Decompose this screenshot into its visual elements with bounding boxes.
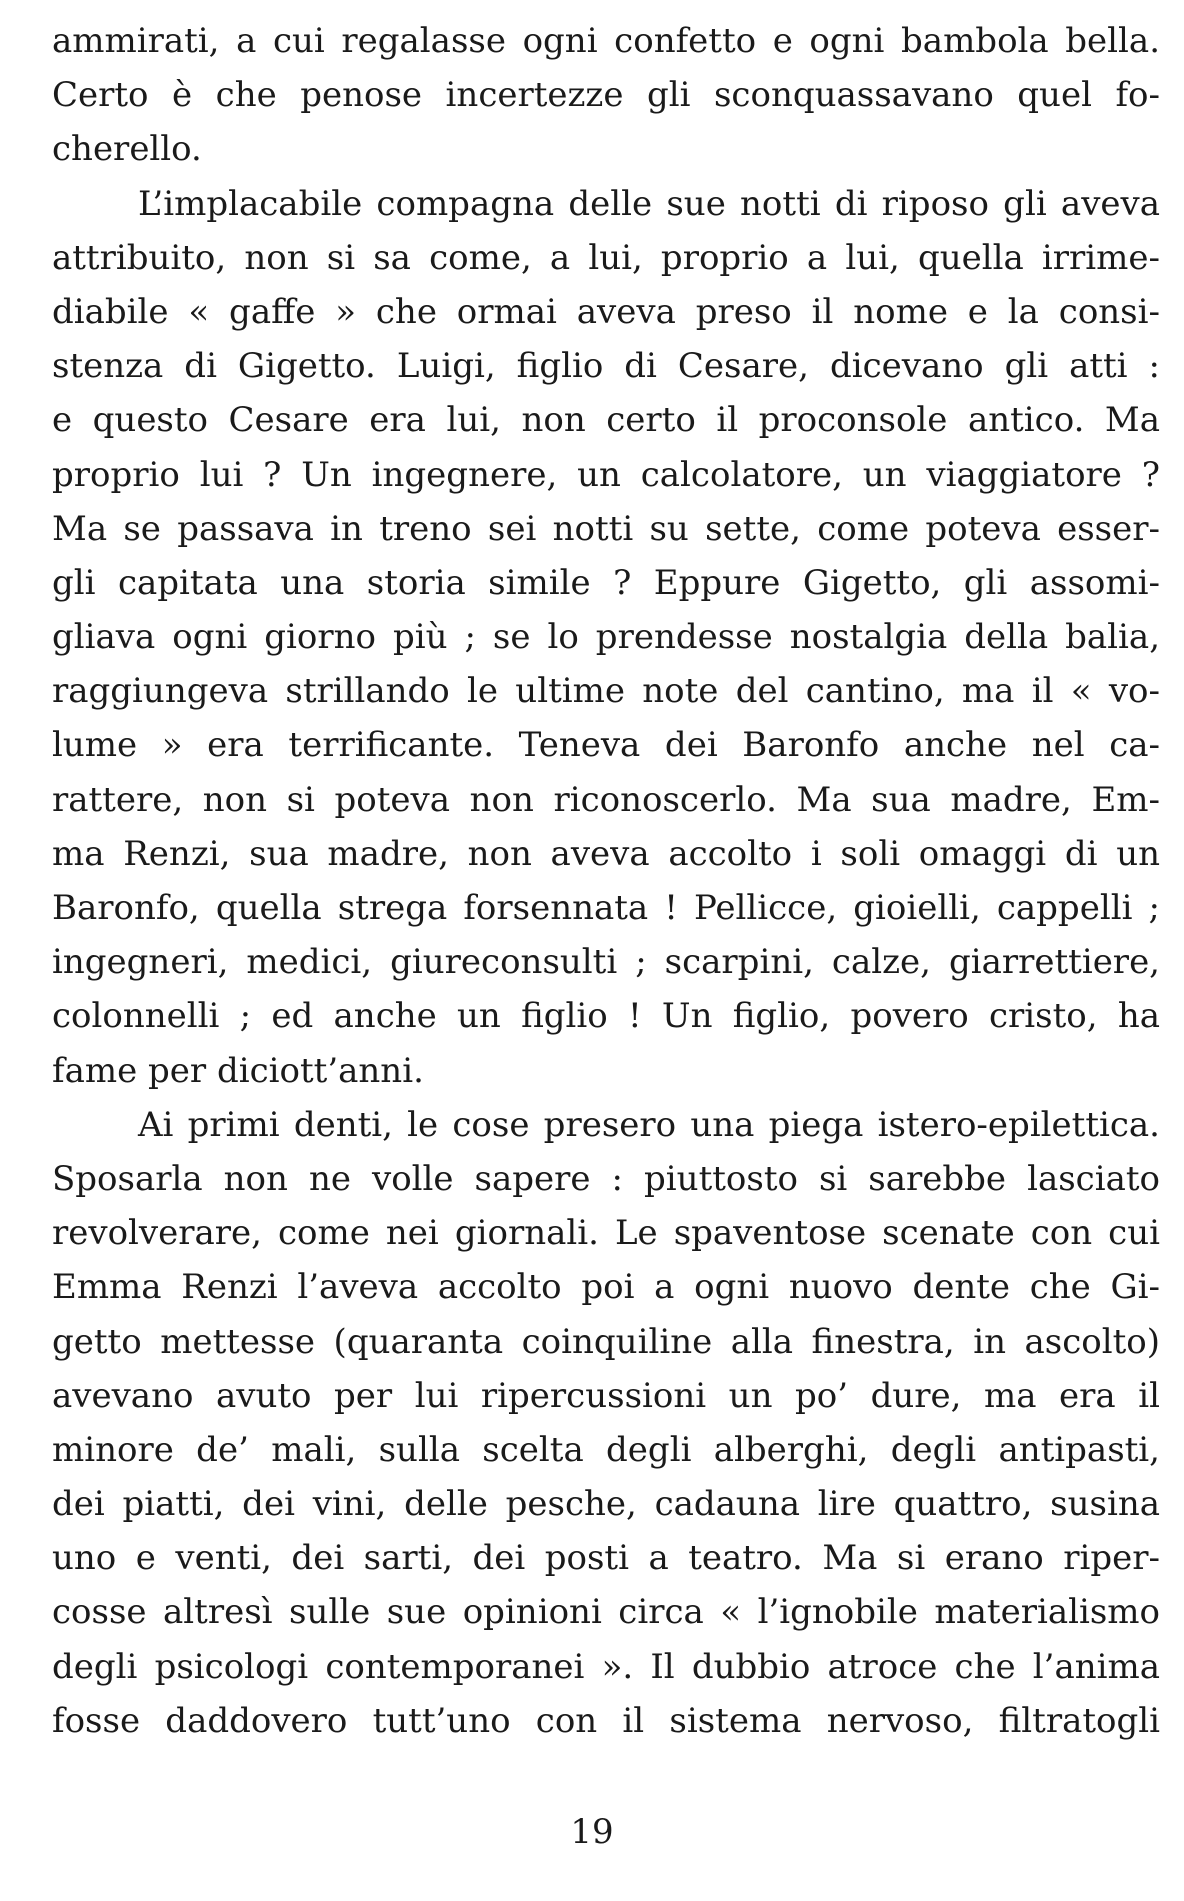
text-line: getto mettesse (quaranta coinquiline alla finestra, in ascolto): [52, 1321, 1160, 1362]
text-line: Certo è che penose incertezze gli sconquassavano quel fo-: [52, 75, 1160, 116]
text-line: rattere, non si poteva non riconoscerlo. Ma sua madre, Em-: [52, 779, 1160, 820]
text-line: fame per diciott’anni.: [52, 1050, 424, 1091]
page-number: 19: [570, 1812, 614, 1852]
text-line: fosse daddovero tutt’uno con il sistema nervoso, filtratogli: [52, 1700, 1160, 1741]
text-line: colonnelli ; ed anche un figlio ! Un figlio, povero cristo, ha: [52, 996, 1160, 1037]
text-line: attribuito, non si sa come, a lui, proprio a lui, quella irrime-: [52, 237, 1160, 278]
body-text: [52, 14, 1160, 1748]
text-line: cherello.: [52, 129, 202, 170]
text-line: raggiungeva strillando le ultime note del cantino, ma il « vo-: [52, 671, 1160, 712]
text-line: uno e venti, dei sarti, dei posti a teatro. Ma si erano riper-: [52, 1538, 1160, 1579]
text-line: minore de’ mali, sulla scelta degli alberghi, degli antipasti,: [52, 1429, 1160, 1470]
text-line: diabile « gaffe » che ormai aveva preso il nome e la consi-: [52, 291, 1160, 332]
text-line: stenza di Gigetto. Luigi, figlio di Cesare, dicevano gli atti :: [52, 346, 1160, 387]
text-line: Baronfo, quella strega forsennata ! Pellicce, gioielli, cappelli ;: [52, 888, 1160, 928]
text-line: degli psicologi contemporanei ». Il dubbio atroce che l’anima: [52, 1646, 1160, 1687]
text-line: proprio lui ? Un ingegnere, un calcolatore, un viaggiatore ?: [52, 454, 1160, 495]
text-line: Sposarla non ne volle sapere : piuttosto si sarebbe lasciato: [52, 1158, 1160, 1199]
text-line: ingegneri, medici, giureconsulti ; scarpini, calze, giarrettiere,: [52, 942, 1160, 983]
text-line: revolverare, come nei giornali. Le spaventose scenate con cui: [52, 1213, 1160, 1254]
text-line: e questo Cesare era lui, non certo il proconsole antico. Ma: [52, 400, 1160, 441]
text-line: gli capitata una storia simile ? Eppure Gigetto, gli assomi-: [52, 562, 1160, 603]
text-line: Emma Renzi l’aveva accolto poi a ogni nuovo dente che Gi-: [52, 1267, 1160, 1308]
text-line: gliava ogni giorno più ; se lo prendesse nostalgia della balia,: [52, 617, 1160, 658]
text-line: Ma se passava in treno sei notti su sette, come poteva esser-: [52, 508, 1160, 549]
text-line: cosse altresì sulle sue opinioni circa « l’ignobile materialismo: [52, 1592, 1160, 1633]
text-line: avevano avuto per lui ripercussioni un po’ dure, ma era il: [52, 1375, 1160, 1416]
paragraph-first-line: L’implacabile compagna delle sue notti di riposo gli aveva: [138, 183, 1160, 224]
text-line: ma Renzi, sua madre, non aveva accolto i soli omaggi di un: [52, 833, 1160, 874]
text-line: lume » era terrificante. Teneva dei Baronfo anche nel ca-: [52, 725, 1160, 766]
paragraph-first-line: Ai primi denti, le cose presero una piega istero-epilettica.: [138, 1104, 1160, 1145]
text-line: ammirati, a cui regalasse ogni confetto e ogni bambola bella.: [52, 21, 1160, 61]
text-line: dei piatti, dei vini, delle pesche, cadauna lire quattro, susina: [52, 1484, 1160, 1525]
